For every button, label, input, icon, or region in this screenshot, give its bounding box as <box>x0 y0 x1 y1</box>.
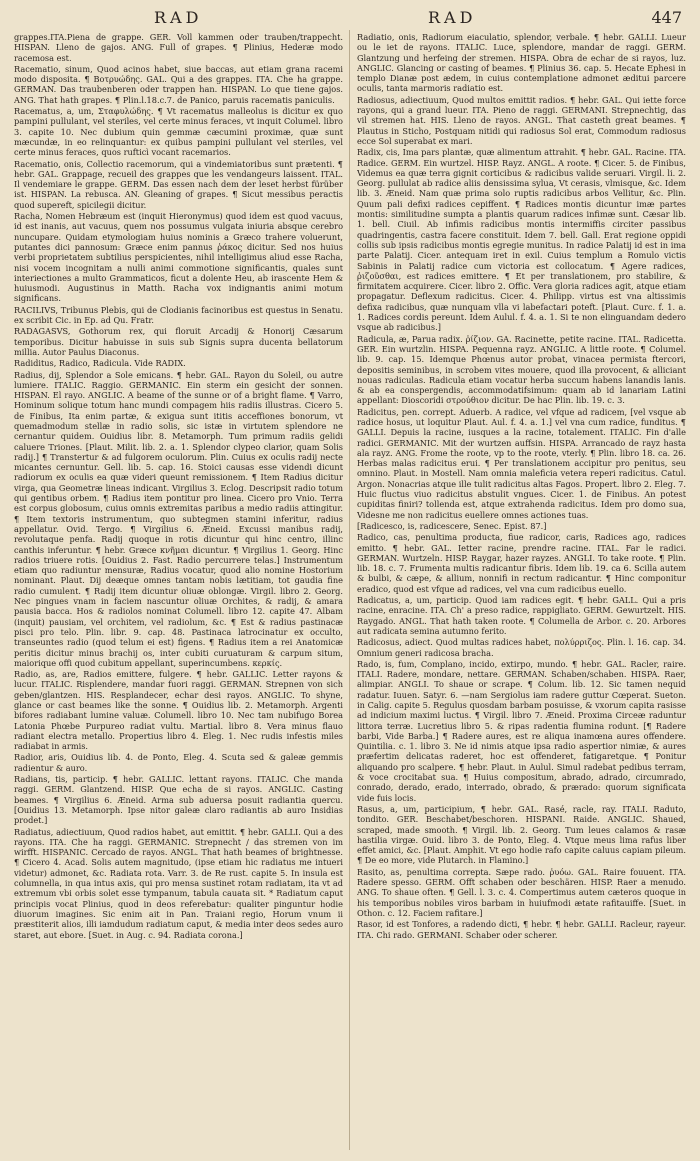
page-number: 447 <box>651 8 682 27</box>
dictionary-entry: RACILIVS, Tribunus Plebis, qui de Clodianis facinoribus est questus in Senatu. ex scribit Cic. in Ep. ad Qu. Fratr. <box>14 304 343 326</box>
running-head-left: RAD <box>154 8 203 27</box>
dictionary-entry: Racematus, a, um, Σταφυλώδης. ¶ Vt racematus malleolus is dicitur ex quo pampini pullulant, vel steriles, vel certe minus feraces, vt inquit Columel. libro 3. capite 10. Nec dubium quin gemmæ cæcumini proximæ, quæ sunt mæcundæ, in eo relinquantur: ex quibus pampini pullulant vel steriles, vel certe minus feraces, quos rufticì vocant racemarios. <box>14 106 343 158</box>
dictionary-entry: Rado, is, fum, Complano, incido, extirpo, mundo. ¶ hebr. GAL. Racler, raire. ITALI. Radere, mondare, nettare. GERMAN. Schaben/schaben. HISPA. Raer, alimpiar. ANGLI. To shaue or scrape. ¶ Colum. lib. 12. Sic tamen nequid radatur. Iuuen. Satyr. 6. —nam Sergiolus iam radere guttur Cœperat. Sueton. in Calig. capite 5. Regulus quosdam barbam posuisse, & vxorum capita rasisse ad indicium maximi luctus. ¶ Virgil. libro 7. Æneid. Proxima Circeæ raduntur littora terræ. Lucretius libro 5. & ripas radentia flumina rodunt. [¶ Radere barbi, Vide Barba.] ¶ Radere aures, est re aliqua inamœna aures offendere. Quintilia. c. 1. libro 3. Ne id nimis atque ipsa radio aspertior nimiæ, & aures præfertim delicatas raderet, hoc est offenderet, fatigaretque. ¶ Ponitur aliquando pro scalpere. ¶ hebr. Plaut. in Aulul. Simul radebat pedibus terram, & voce crocitabat sua. ¶ Huius compositum, abrado, adrado, circumrado, conrado, derado, erado, interrado, obrado, & prærado: quorum significata vide fuis locis. <box>357 658 686 803</box>
dictionary-entry: Racematio, sinum, Quod acinos habet, siue baccas, aut etiam grana racemi modo disposita. ¶ Βοτρυώδης. GAL. Qui a des grappes. ITA. Che ha grappe. GERMAN. Das traubenberen oder trappen han. HISPAN. Lo que tiene gajos. ANG. That hath grapes. ¶ Plin.l.18.c.7. de Panico, paruis racematis paniculis. <box>14 63 343 105</box>
dictionary-entry: Rasor, id est Tonfores, a radendo dicti, ¶ hebr. ¶ hebr. GALLI. Racleur, rayeur. ITA. Chi rado. GERMANI. Schaber oder scherer. <box>357 919 686 940</box>
dictionary-entry: Racha, Nomen Hebræum est (inquit Hieronymus) quod idem est quod vacuus, id est inanis, aut vacuus, quem nos possumus vulgata iniuria absque cerebro nuncupare. Quidam etymologiam huius nominis a Græco trahere voluerunt, putantes dici pannosum: Græce enim pannus ῥάκος dicitur. Sed nos huius verbi proprietatem subtilius perspicientes, nihil intelligimus aliud esse Racha, nisi vocem incognitam a nulli animi commotione significantis, quales sunt interiectiones a multo Grammaticos, ficut a dolente Heu, ab irascente Hem & huiusmodi. Augustinus in Matth. Racha vox indignantis animi motum significans. <box>14 211 343 304</box>
dictionary-entry: Radio, as, are, Radios emittere, fulgere. ¶ hebr. GALLIC. Letter rayons & lucur. ITALIC. Risplendere, mandar fuori raggi. GERMAN. Strepnen von sich geben/glantzen. HIS. Resplandecer, echar desi rayos. ANGLIC. To shyne, glance or cast beames like the sonne. ¶ Ouidius lib. 2. Metamorph. Argenti bifores radiabant lumine valuæ. Columell. libro 10. Nec tam nubifugo Borea Latonia Phœbe Purpureo radiat vultu. Martial. libro 8. Vera minus flauo radiant electra metallo. Propertius libro 4. Eleg. 1. Nec rudis infestis miles radiabat in armis. <box>14 669 343 752</box>
dictionary-entry: RADAGASVS, Gothorum rex, qui floruit Arcadij & Honorij Cæsarum temporibus. Dicitur habuisse in suis sub Signis supra ducenta bellatorum millia. Autor Paulus Diaconus. <box>14 326 343 357</box>
dictionary-entry: Radiditus, Radico, Radicula. Vide RADIX. <box>14 358 186 369</box>
dictionary-entry: Radicatus, a, um, particip. Quod iam radices egit. ¶ hebr. GALL. Qui a pris racine, enracine. ITA. Ch' a preso radice, rappigliato. GERM. Gewurtzelt. HIS. Raygado. ANGL. That hath taken roote. ¶ Columella de Arbor. c. 20. Arbores aut radicata semina autumno ferito. <box>357 595 686 636</box>
column-divider <box>349 30 350 1150</box>
dictionary-entry: Rasito, as, penultima correpta. Sæpe rado. ῥυόω. GAL. Raire fouuent. ITA. Radere spesso. GERM. Offt schaben oder beschären. HISP. Raer a menudo. ANG. To shaue often. ¶ Gell. l. 3. c. 4. Compertimus autem cæteros quoque in his temporibus nobiles viros barbam in huiufmodi ætate rafitauiffe. [Suet. in Othon. c. 12. Faciem rafitare.] <box>357 866 686 918</box>
dictionary-entry: Radians, tis, particip. ¶ hebr. GALLIC. lettant rayons. ITALIC. Che manda raggi. GERM. Glantzend. HISP. Que echa de si rayos. ANGLIC. Casting beames. ¶ Virgilius 6. Æneid. Arma sub aduersa posuit radiantia quercu. [Ouidius 13. Metamorph. Ipse nitor galeæ claro radiantis ab auro Insidias prodet.] <box>14 774 343 826</box>
dictionary-entry: grappes.ITA.Piena de grappe. GER. Voll kammen oder trauben/trappecht. HISPAN. Lleno de gajos. ANG. Full of grapes. ¶ Plinius, Hederæ modo racemosa est. <box>14 32 343 63</box>
dictionary-entry: Radicula, æ, Parua radix. ῥίζιον. GA. Racinette, petite racine. ITAL. Radicetta. GER. Ein wurtzlin. HISPA. Pequenna rayz. ANGLIC. A little roote. ¶ Columel. lib. 9. cap. 15. Idemque Phœnus autor probat, vinacea permista ftercori, depositis seminibus, in scrobem vites mouere, quod illa provocent, & alliciant nouas radiculas. Radicula etiam vocatur herba succum habens lanandis lanis. & ab ea conspergendis, accommodatifsimum: quam ab id lanariam Latini appellant: Dioscoridi στρούθιον dicitur. De hac Plin. lib. 19. c. 3. <box>357 333 686 406</box>
dictionary-entry: Racematio, onis, Collectio racemorum, qui a vindemiatoribus sunt prætenti. ¶ hebr. GAL. Grappage, recueil des grappes que les vendangeurs laissent. ITAL. Il vendemiare le grappe. GERM. Das essen nach dem der leset herbst fürüber ist. HISPAN. La rebusca. AN. Gleaning of grapes. ¶ Sicut messibus peractis quod supereft, spicilegii dicitur. <box>14 158 343 210</box>
dictionary-entry: Radiatus, adiectiuum, Quod radios habet, aut emittit. ¶ hebr. GALLI. Qui a des rayons. ITA. Che ha raggi. GERMANIC. Strepnecht / das stremen von im wirfft. HISPANIC. Cercado de rayos. ANGL. That hath beames of brightnesse. ¶ Cicero 4. Acad. Solis autem magnitudo, (ipse etiam hic radiatus me intueri videtur) admonet, &c. Radiata rota. Varr. 3. de Re rust. capite 5. In insula est columnella, in qua intus axis, qui pro mensa sustinet rotam radiatam, ita vt ad extremum vbi orbis solet esse tympanum, tabula cauata sit. * Radiatum caput principis vocat Plinius, quod in deos referebatur: qualiter pinguntur hodie diuorum imagines. Sic enim ait in Pan. Traiani regio, Horum vnum ii præstiterit alios, illi iamdudum radiatum caput, & media inter deos sedes auro staret, aut ebore. [Suet. in Aug. c. 94. Radiata corona.] <box>14 826 343 940</box>
dictionary-entry: [Radicesco, is, radicescere, Senec. Epist. 87.] <box>357 520 547 531</box>
dictionary-entry: Radiatio, onis, Radiorum eiaculatio, splendor, verbale. ¶ hebr. GALLI. Lueur ou le iet de rayons. ITALIC. Luce, splendore, mandar de raggi. GERM. Glantzung und herfeing der stremen. HISPA. Obra de echar de si rayos, luz. ANGLIC. Glancing or casting of beames. ¶ Plinius 36. cap. 5. Hecate Ephesi in templo Dianæ post ædem, in cuius contemplatione admonet æditui parcere oculis, tanta marmoris radiatio est. <box>357 32 686 94</box>
left-column <box>14 32 343 1157</box>
dictionary-entry: Radico, cas, penultima producta, fiue radicor, caris, Radices ago, radices emitto. ¶ hebr. GAL. Ietter racine, prendre racine. ITAL. Far le radici. GERMAN. Wurtzeln. HISP. Raygar, hazer rayzes. ANGLI. To take roote. ¶ Plin. lib. 18. c. 7. Frumenta multis radicantur fibris. Idem lib. 19. ca 6. Scilla autem & bulbi, & cæpe, & allium, nonnifi in rectum radicantur. ¶ Hinc componitur eradico, quod est vfque ad radices, vel vna cum radicibus euello. <box>357 532 686 594</box>
running-head-right: RAD <box>428 8 477 27</box>
dictionary-entry: Rasus, a, um, participium, ¶ hebr. GAL. Rasé, racle, ray. ITALI. Raduto, tondito. GER. Beschabet/beschoren. HISPANI. Raide. ANGLIC. Shaued, scraped, made smooth. ¶ Virgil. lib. 2. Georg. Tum leues calamos & rasæ hastilia virgæ. Ouid. libro 3. de Ponto, Eleg. 4. Vtque meus lima rafus liber effet amici, &c. [Plaut. Amphit. Vt ego hodie rafo capite caluus capiam pileum. ¶ De eo more, vide Plutarch. in Flamino.] <box>357 803 686 866</box>
page-header <box>14 8 686 32</box>
dictionary-entry: Radiosus, adiectiuum, Quod multos emittit radios. ¶ hebr. GAL. Qui iette force rayons, qui a grand lueur. ITA. Pieno de raggi. GERMANI. Strepnechtig, das vil stremen hat. HIS. Lleno de rayos. ANGL. That casteth great beames. ¶ Plautus in Sticho, Postquam nitidi qui radiosus Sol erat, Commodum radiosus ecce Sol superabat ex mari. <box>357 94 686 146</box>
dictionary-entry: Radicosus, adiect. Quod multas radices habet, πολύρριζος. Plin. l. 16. cap. 34. Omnium generi radicosa bracha. <box>357 637 686 658</box>
dictionary-entry: Radix, cis, Ima pars plantæ, quæ alimentum attrahit. ¶ hebr. GAL. Racine. ITA. Radice. GERM. Ein wurtzel. HISP. Rayz. ANGL. A roote. ¶ Cicer. 5. de Finibus, Videmus ea quæ terra gignit corticibus & radicibus valide seruari. Virgil. li. 2. Georg. pullulat ab radice aliis densissima sylua, Vt cerasis, vlmisque, &c. Idem lib. 3. Æneid. Nam quæ prima solo ruptis radicibus arbos Vellitur, &c. Plin. Quum pali defixi radices cepiffent. ¶ Radices montis dicuntur imæ partes montis: similitudine sumpta a plantis quarum radices infimæ sunt. Cæsar lib. 1. bell. Ciuil. Ab infimis radicibus montis intermiffis circiter passibus quadringentis, castra facere constituit. Idem 7. bell. Gall. Erat regione oppidi collis sub ipsis radicibus montis egregie munitus. In radice Palatij id est in ima parte Palatij. Cicer. antequam iret in exil. Cuius templum a Romulo victis Sabinis in Palatij radice cum victoria est collocatum. ¶ Agere radices, ῥιζοῦσθαι, est radices emittere. ¶ Et per translationem, pro stabilire, & firmitatem acquirere. Cicer. libro 2. Offic. Vera gloria radices agit, atque etiam propagatur. Deflexum radicitus. Cicer. 4. Philipp. virtus est vna altissimis defixa radicibus, quæ nunquam vlla vi labefactari poteft. [Plaut. Curc. f. 1. a. 1. Radices cordis pereunt. Idem Aulul. f. 4. a. 1. Si te non elinguandam dedero vsque ab radicibus.] <box>357 147 686 333</box>
dictionary-entry: Radicitus, pen. corrept. Aduerb. A radice, vel vfque ad radicem, [vel vsque ab radice hosus, ut loquitur Plaut. Aul. f. 4. a. 1.] vel vna cum radice, funditus. ¶ GALLI. Depuis la racine, iusques a la racine, totalement. ITALIC. Fin d'alle radici. GERMANIC. Mit der wurtzen auffsin. HISPA. Arrancado de rayz hasta ala rayz. ANG. Frome the roote, vp to the roote, vterly. ¶ Plin. libro 18. ca. 26. Herbas malas radicitus erui. ¶ Per translationem accipitur pro penitus, seu omnino. Plaut. in Mostell. Nam omnia maleficia vetera reperi radicitus. Catul. Argon. Nonacrias atque ille tulit radicitus altas Fagos. Propert. libro 2. Eleg. 7. Huic fluctus viuo radicitus abstulit vngues. Cicer. 1. de Finibus. An potest cupiditas finiri? tollenda est, atque extrahenda radicitus. Idem pro domo sua, Videsne me non radicitus euellere omnes actiones tuas. <box>357 406 686 520</box>
text-columns <box>14 32 686 1157</box>
dictionary-entry: Radius, dij, Splendor a Sole emicans. ¶ hebr. GAL. Rayon du Soleil, ou autre lumiere. ITALIC. Raggio. GERMANIC. Ein sterm ein gesicht der sonnen. HISPAN. El rayo. ANGLIC. A beame of the sunne or of a bright flame. ¶ Varro, Hominum solique totum hanc mundi compagem hiis radiis illustras. Cicero 5. de Finibus, Ita enim partæ, & exigua sunt ititis acceffiones bonorum, vt quemadmodum stellæ in radio solis, sic istæ in virtutem splendore ne cernantur quidem. Ouidius libr. 8. Metamorph. Tum primum radiis gelidi caluere Triones. [Plaut. Milit. lib. 2. a. 1. Splendor clypeo clarior, quam Solis radij.] ¶ Transtertur & ad fulgorem oculorum. Plin. Cuius ex oculis radij necte micantes cernuntur. Gell. lib. 5. cap. 16. Stoici causas esse videndi dicunt radiorum ex oculis ea quæ videri queunt remissionem. ¶ Item Radius dicitur virga, qua Geometræ lineas indicant. Virgilius 3. Eclog. Descripsit radio totum qui gentibus orbem. ¶ Radius item pontitur pro linea. Cicero pro Vnio. Terra est corpus globosum, cuius omnis extremitas paribus a medio radiis attingitur. ¶ Item textoris instrumentum, quo subtegmen stamini inferitur, radius appellatur. Ovid. Tergo. ¶ Virgilius 6. Æneid. Excussi manibus radij, revolutaque penfa. Radij quoque in rotis dicuntur qui hinc centro, illinc canthis inferuntur. ¶ hebr. Græce κνῆμαι dicuntur. ¶ Virgilius 1. Georg. Hinc radios triuere rotis. [Ouidius 2. Fast. Radio percurrere telas.] Instrumentum etiam quo radiuntur mensuræ, Radius vocatur, quod alio nomine Hostorium nominant. Plaut. Dij deæque omnes tantam nobis lætitiam, tot gaudia fine radio cumulent. ¶ Radij item dicuntur oliuæ oblongæ. Virgil. libro 2. Georg. Nec pingues vnam in faciem nascuntur oliuæ Orchites, & radij, & amara pausia bacca. Hos & radiolos nominat Columell. libro 12. capite 47. Albam (inquit) pausiam, vel orchitem, vel radiolum, &c. ¶ Est & radius pastinacæ pisci pro telo. Plin. libr. 9. cap. 48. Pastinaca latrocinatur ex occulto, transeuntes radio (quod telum ei est) figens. ¶ Radius item a rei Anatomicæ peritis dicitur minus brachij os, inter cubiti curuaturam & carpum situm, maiorique offi quod cubitum appellant, superincumbens. κερκίς. <box>14 369 343 668</box>
right-column <box>357 32 686 1157</box>
dictionary-entry: Radior, aris, Ouidius lib. 4. de Ponto, Eleg. 4. Scuta sed & galeæ gemmis radientur & auro. <box>14 752 343 773</box>
